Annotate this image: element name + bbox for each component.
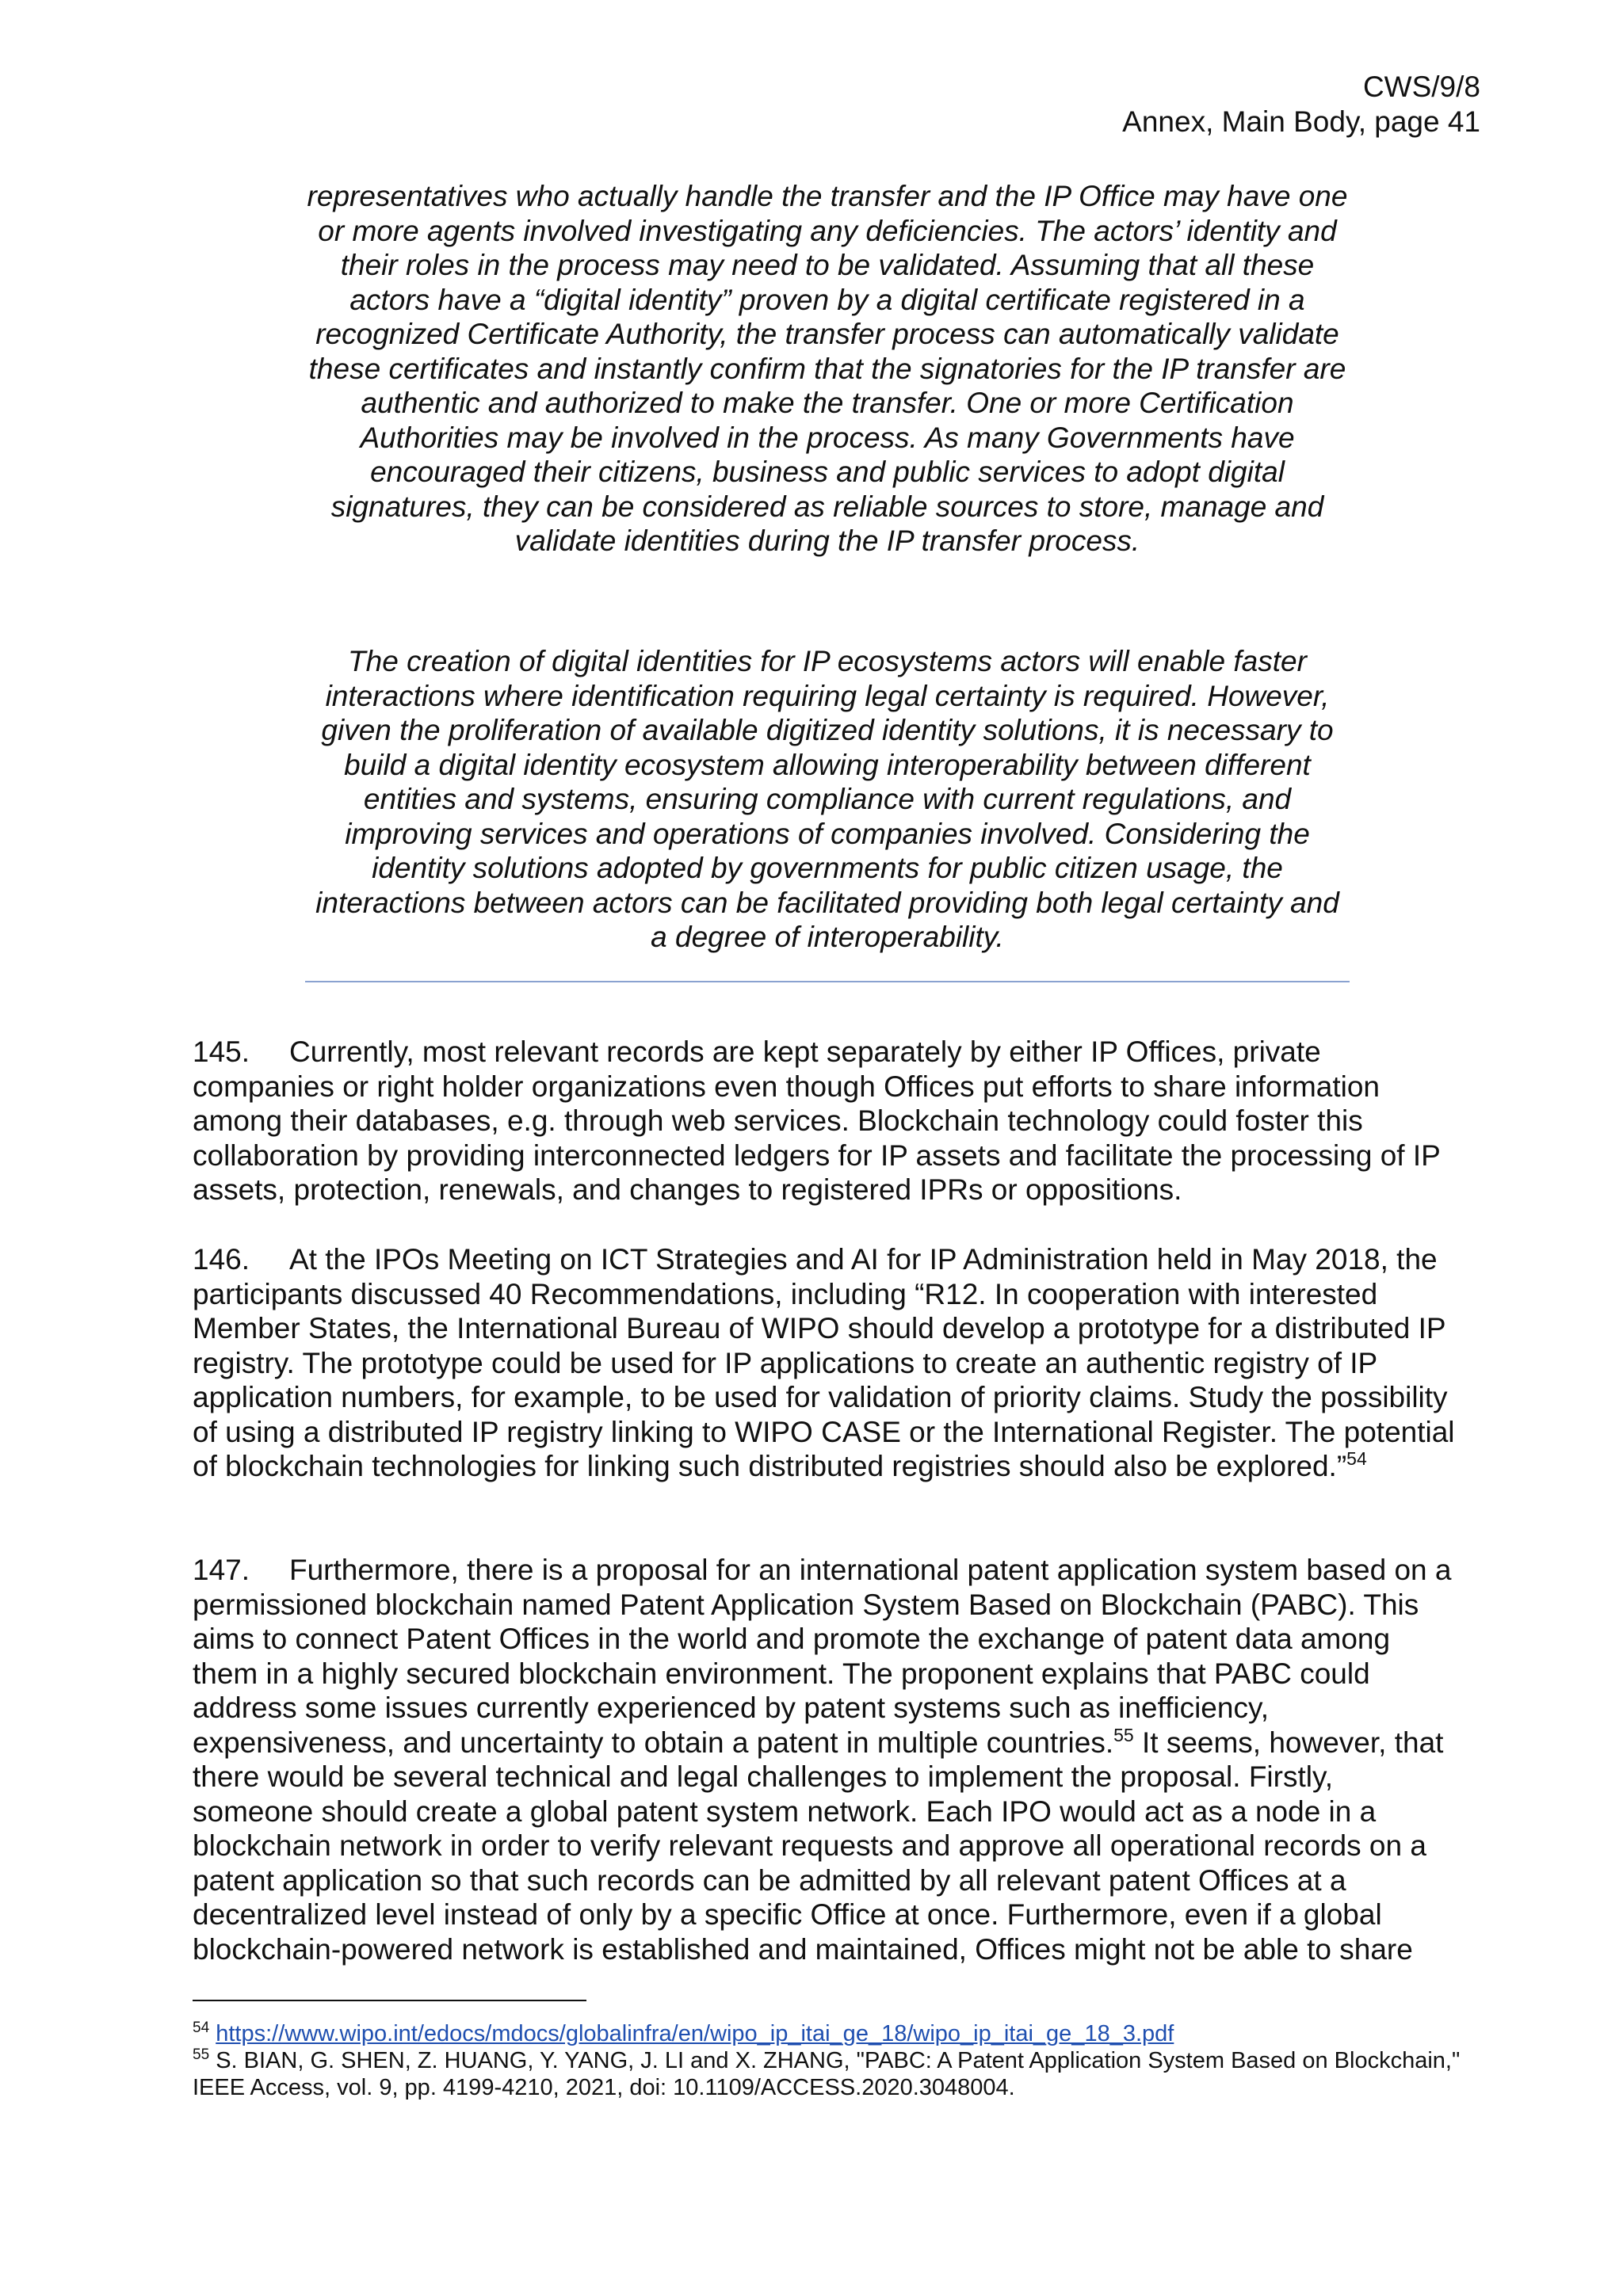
- footnote-ref-55[interactable]: 55: [1113, 1724, 1134, 1745]
- footnote-number: 54: [193, 2019, 210, 2036]
- paragraph-number: 147.: [193, 1554, 250, 1586]
- footnotes: [193, 2020, 1461, 2101]
- paragraph-146: [193, 1242, 1461, 1484]
- quote-divider: [305, 981, 1350, 982]
- footnote-link[interactable]: https://www.wipo.int/edocs/mdocs/globalinfra/en/wipo_ip_itai_ge_18/wipo_ip_itai_ge_18_3.pdf: [216, 2021, 1174, 2046]
- paragraph-text: At the IPOs Meeting on ICT Strategies and AI for IP Administration held in May 2018, the participants discussed 40 Recommendations, including “R12. In cooperation with interested Member States, the International Bureau of WIPO should develop a prototype for a distributed IP registry. The prototype could be used for IP applications to create an authentic registry of IP application numbers, for example, to be used for validation of priority claims. Study the possibility of using a distributed IP registry linking to WIPO CASE or the International Register. The potential of blockchain technologies for linking such distributed registries should also be explored.”: [193, 1243, 1455, 1482]
- paragraph-145: [193, 1035, 1461, 1207]
- footnote-text: S. BIAN, G. SHEN, Z. HUANG, Y. YANG, J. LI and X. ZHANG, "PABC: A Patent Application System Based on Blockchain," IEEE Access, vol. 9, pp. 4199-4210, 2021, doi: 10.1109/ACCESS.2020.3048004.: [193, 2048, 1461, 2100]
- footnote-number: 55: [193, 2046, 210, 2063]
- paragraph-text-continued: It seems, however, that there would be several technical and legal challenges to implement the proposal. Firstly, someone should create a global patent system network. Each IPO would act as a node in a blockchain network in order to verify relevant requests and approve all operational records on a patent application so that such records can be admitted by all relevant patent Offices at a decentralized level instead of only by a specific Office at once. Furthermore, even if a global blockchain-powered network is established and maintained, Offices might not be able to share: [193, 1726, 1444, 1966]
- document-id: CWS/9/8: [1362, 71, 1480, 103]
- footnote-separator: [193, 2000, 586, 2001]
- page-header: [1122, 70, 1480, 139]
- paragraph-text: Currently, most relevant records are kept separately by either IP Offices, private companies or right holder organizations even though Offices put efforts to share information among their databases, e.g. through web services. Blockchain technology could foster this collaboration by providing interconnected ledgers for IP assets and facilitate the processing of IP assets, protection, renewals, and changes to registered IPRs or oppositions.: [193, 1035, 1441, 1206]
- footnote-54: [193, 2020, 1461, 2047]
- page-reference: Annex, Main Body, page 41: [1122, 105, 1480, 138]
- footnote-55: [193, 2047, 1461, 2101]
- paragraph-text: Furthermore, there is a proposal for an international patent application system based on a permissioned blockchain named Patent Application System Based on Blockchain (PABC). This aims to connect Patent Offices in the world and promote the exchange of patent data among them in a highly secured blockchain environment. The proponent explains that PABC could address some issues currently experienced by patent systems such as inefficiency, expensiveness, and uncertainty to obtain a patent in multiple countries.: [193, 1554, 1452, 1759]
- quote-paragraph-1: representatives who actually handle the transfer and the IP Office may have one or more agents involved investigating any deficiencies. The actors’ identity and their roles in the process may need to be validated. Assuming that all these actors have a “digital identity” proven by a digital certificate registered in a recognized Certificate Authority, the transfer process can automatically validate these certificates and instantly confirm that the signatories for the IP transfer are authentic and authorized to make the transfer. One or more Certification Authorities may be involved in the process. As many Governments have encouraged their citizens, business and public services to adopt digital signatures, they can be considered as reliable sources to store, manage and validate identities during the IP transfer process.: [307, 180, 1348, 557]
- paragraph-147: [193, 1553, 1461, 1966]
- paragraph-number: 146.: [193, 1243, 250, 1276]
- quote-paragraph-2: The creation of digital identities for IP ecosystems actors will enable faster interactions where identification requiring legal certainty is required. However, given the proliferation of available digitized identity solutions, it is necessary to build a digital identity ecosystem allowing interoperability between different entities and systems, ensuring compliance with current regulations, and improving services and operations of companies involved. Considering the identity solutions adopted by governments for public citizen usage, the interactions between actors can be facilitated providing both legal certainty and a degree of interoperability.: [315, 645, 1339, 953]
- footnote-ref-54[interactable]: 54: [1346, 1448, 1367, 1469]
- paragraph-number: 145.: [193, 1035, 250, 1068]
